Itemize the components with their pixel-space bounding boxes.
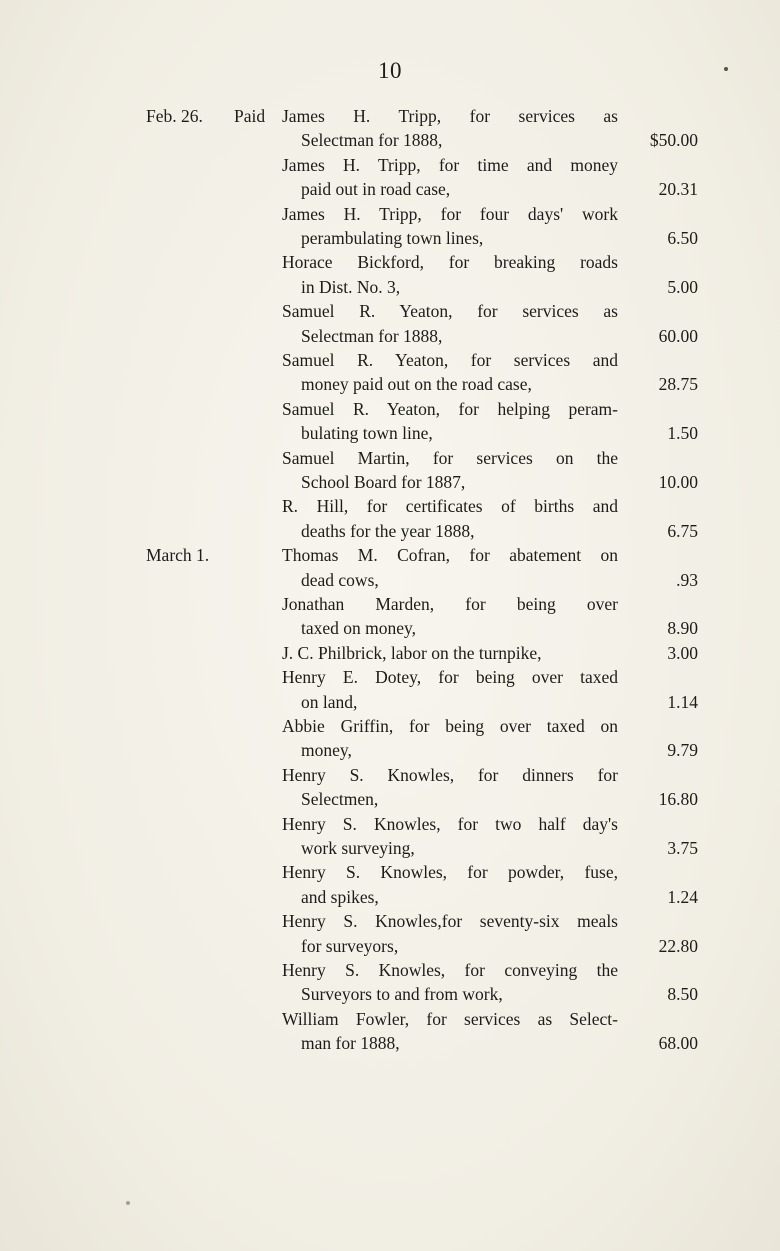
entry-text-continued: Surveyors to and from work, (301, 984, 503, 1005)
entry-text-continued: taxed on money, (301, 618, 417, 639)
entry-text: J. C. Philbrick, labor on the turnpike, (282, 642, 542, 663)
ink-speck (126, 1201, 130, 1205)
entry-amount: 1.14 (667, 691, 698, 712)
entry-text: Abbie Griffin, for being over taxed on (282, 716, 618, 736)
entry-date: March 1. (146, 545, 210, 566)
entry-text: Horace Bickford, for breaking roads (282, 252, 618, 273)
entry-amount: 60.00 (658, 325, 698, 346)
entry-text: Henry S. Knowles,for seventy-six meals (282, 911, 618, 932)
entry-text-continued: bulating town line, (301, 423, 433, 444)
entry-text-continued: in Dist. No. 3, (301, 276, 401, 297)
entry-amount: 6.50 (667, 228, 698, 248)
entry-amount: 8.50 (667, 984, 698, 1005)
entry-date: Feb. 26. (146, 106, 203, 126)
entry-text: Jonathan Marden, for being over (282, 594, 618, 614)
entry-text-continued: Selectman for 1888, (301, 325, 443, 346)
entry-amount: 20.31 (658, 179, 698, 200)
entry-text-continued: perambulating town lines, (301, 228, 484, 248)
entry-text-continued: dead cows, (301, 569, 379, 590)
entry-text: Samuel R. Yeaton, for services and (282, 350, 618, 370)
entry-text: Henry S. Knowles, for dinners for (282, 764, 618, 785)
entry-amount: 1.24 (667, 886, 698, 907)
entry-text-continued: Selectman for 1888, (301, 130, 443, 151)
entry-text: James H. Tripp, for time and money (282, 154, 618, 175)
entry-text: R. Hill, for certificates of births and (282, 496, 618, 517)
entry-text: Samuel R. Yeaton, for services as (282, 301, 618, 322)
entry-amount: 68.00 (658, 1033, 698, 1054)
entry-text: James H. Tripp, for services as (282, 106, 618, 126)
entry-amount: 3.75 (667, 838, 698, 858)
entry-amount: 22.80 (658, 935, 698, 956)
entry-text: Thomas M. Cofran, for abatement on (282, 545, 618, 566)
entry-text: Samuel R. Yeaton, for helping peram- (282, 398, 618, 419)
entry-text-continued: money, (301, 740, 352, 761)
ink-speck (724, 67, 728, 71)
entry-amount: 1.50 (667, 423, 698, 444)
entry-text: Samuel Martin, for services on the (282, 447, 618, 468)
entry-text-continued: Selectmen, (301, 789, 379, 810)
entry-text-continued: paid out in road case, (301, 179, 451, 200)
entry-text-continued: man for 1888, (301, 1033, 400, 1054)
entry-text-continued: deaths for the year 1888, (301, 520, 475, 541)
entry-text: Henry S. Knowles, for conveying the (282, 960, 618, 980)
entry-amount: 6.75 (667, 520, 698, 541)
entry-text: James H. Tripp, for four days' work (282, 203, 618, 224)
entry-text-continued: money paid out on the road case, (301, 374, 532, 395)
entry-text-continued: work surveying, (301, 838, 415, 858)
entry-amount: 8.90 (667, 618, 698, 639)
page-number: 10 (378, 58, 402, 83)
entry-amount: .93 (676, 569, 698, 590)
entry-amount: 10.00 (658, 472, 698, 492)
entry-text: Henry S. Knowles, for two half day's (282, 813, 618, 834)
entry-text: William Fowler, for services as Select- (282, 1008, 618, 1029)
entry-amount: 3.00 (667, 642, 698, 663)
entry-text-continued: for surveyors, (301, 935, 399, 956)
entry-text: Henry S. Knowles, for powder, fuse, (282, 862, 618, 883)
entry-amount: 16.80 (658, 789, 698, 810)
entry-amount: 5.00 (667, 276, 698, 297)
entry-text-continued: on land, (301, 691, 358, 712)
entry-amount: $50.00 (649, 130, 698, 151)
paid-label: Paid (234, 106, 266, 126)
entry-amount: 9.79 (667, 740, 698, 761)
entry-text-continued: School Board for 1887, (301, 472, 466, 492)
entry-amount: 28.75 (658, 374, 698, 395)
entry-text: Henry E. Dotey, for being over taxed (282, 667, 618, 688)
entry-text-continued: and spikes, (301, 886, 379, 907)
